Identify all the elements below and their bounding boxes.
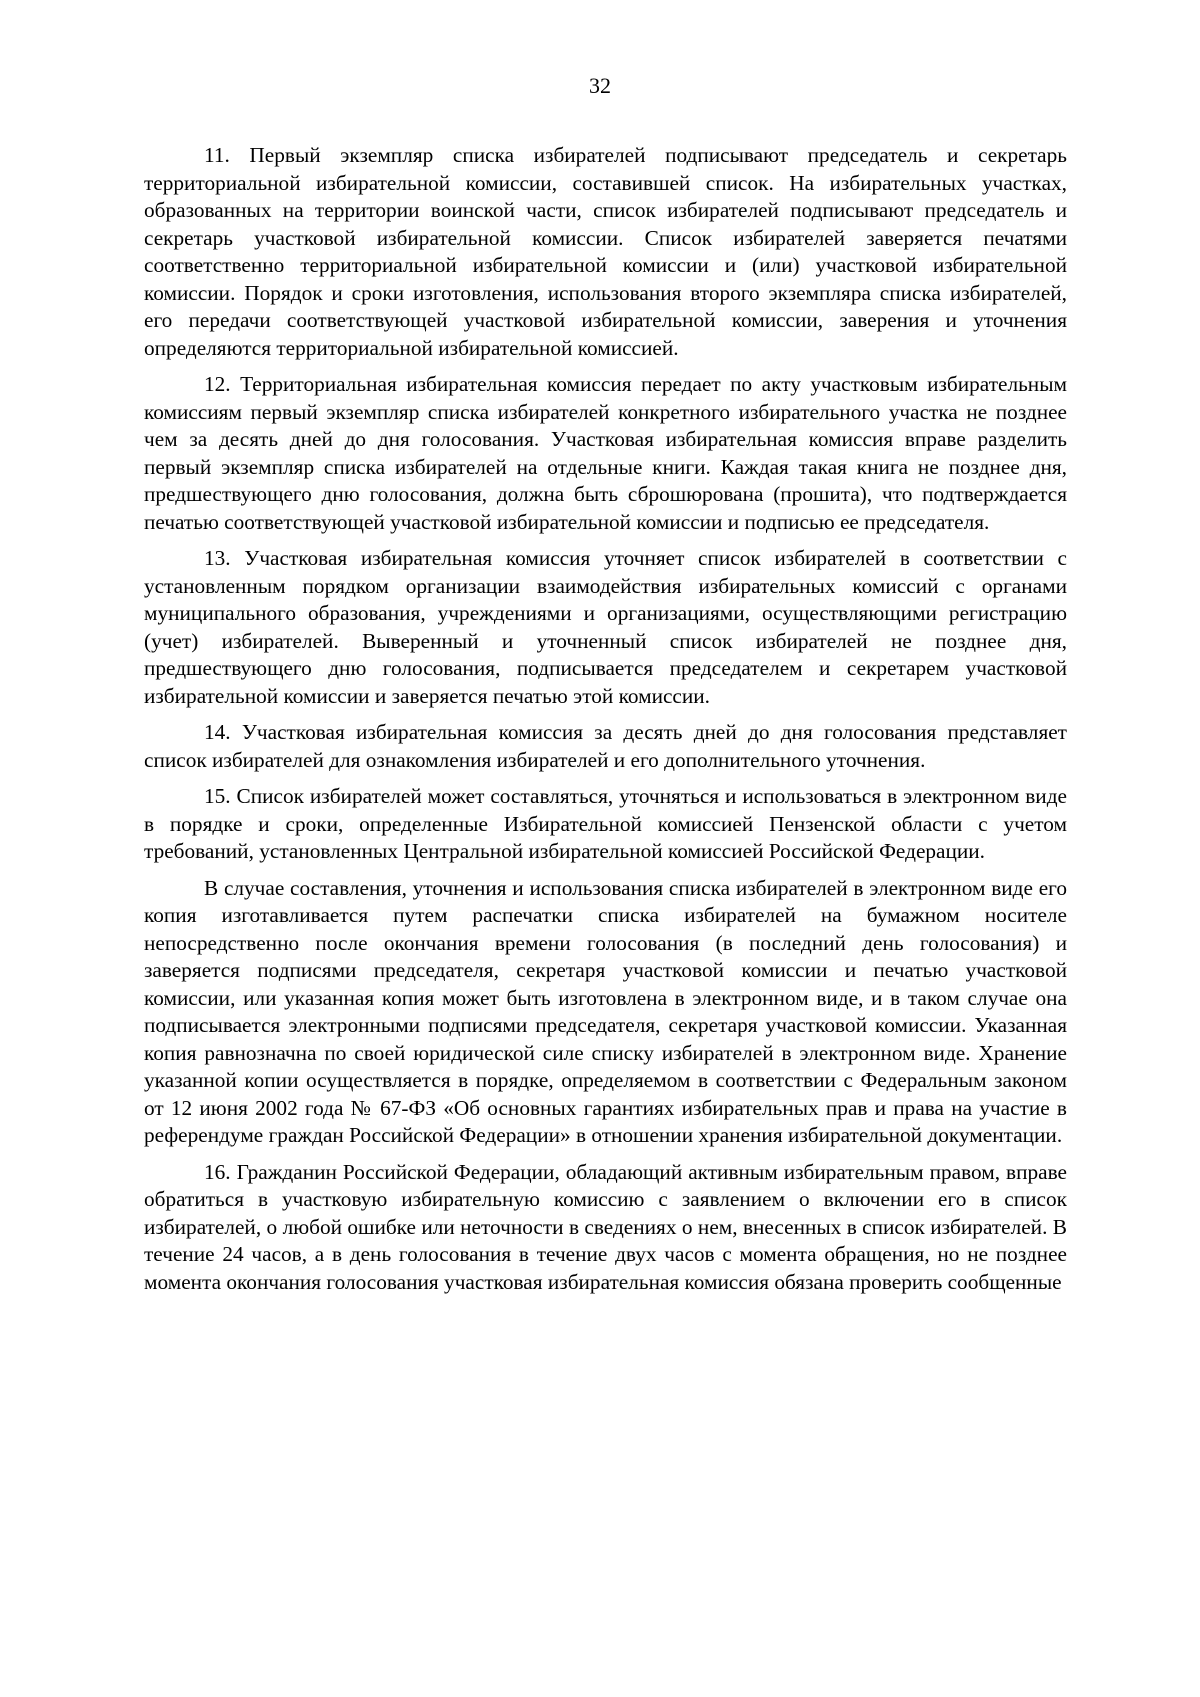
document-body [144, 142, 1067, 1305]
paragraph-15-continued: В случае составления, уточнения и использования списка избирателей в электронном виде его копия изготавливается путем распечатки списка избирателей на бумажном носителе непосредственно после окончания времени голосования (в последний день голосования) и заверяется подписями председателя, секретаря участковой комиссии и печатью участковой комиссии, или указанная копия может быть изготовлена в электронном виде, и в таком случае она подписывается электронными подписями председателя, секретаря участковой комиссии. Указанная копия равнозначна по своей юридической силе списку избирателей в электронном виде. Хранение указанной копии осуществляется в порядке, определяемом в соответствии с Федеральным законом от 12 июня 2002 года № 67-ФЗ «Об основных гарантиях избирательных прав и права на участие в референдуме граждан Российской Федерации» в отношении хранения избирательной документации. [144, 875, 1067, 1147]
paragraph-13: 13. Участковая избирательная комиссия уточняет список избирателей в соответствии с установленным порядком организации взаимодействия избирательных комиссий с органами муниципального образования, учреждениями и организациями, осуществляющими регистрацию (учет) избирателей. Выверенный и уточненный список избирателей не позднее дня, предшествующего дню голосования, подписывается председателем и секретарем участковой избирательной комиссии и заверяется печатью этой комиссии. [144, 546, 1067, 708]
paragraph-16: 16. Гражданин Российской Федерации, обладающий активным избирательным правом, вправе обратиться в участковую избирательную комиссию с заявлением о включении его в список избирателей, о любой ошибке или неточности в сведениях о нем, внесенных в список избирателей. В течение 24 часов, а в день голосования в течение двух часов с момента обращения, но не позднее момента окончания голосования участковая избирательная комиссия обязана проверить сообщенные [144, 1159, 1067, 1294]
paragraph-14: 14. Участковая избирательная комиссия за десять дней до дня голосования представляет список избирателей для ознакомления избирателей и его дополнительного уточнения. [144, 720, 1067, 772]
paragraph-11: 11. Первый экземпляр списка избирателей подписывают председатель и секретарь территориальной избирательной комиссии, составившей список. На избирательных участках, образованных на территории воинской части, список избирателей подписывают председатель и секретарь участковой избирательной комиссии. Список избирателей заверяется печатями соответственно территориальной избирательной комиссии и (или) участковой избирательной комиссии. Порядок и сроки изготовления, использования второго экземпляра списка избирателей, его передачи соответствующей участковой избирательной комиссии, заверения и уточнения определяются территориальной избирательной комиссией. [144, 143, 1067, 360]
paragraph-12: 12. Территориальная избирательная комиссия передает по акту участковым избирательным комиссиям первый экземпляр списка избирателей конкретного избирательного участка не позднее чем за десять дней до дня голосования. Участковая избирательная комиссия вправе разделить первый экземпляр списка избирателей на отдельные книги. Каждая такая книга не позднее дня, предшествующего дню голосования, должна быть сброшюрована (прошита), что подтверждается печатью соответствующей участковой избирательной комиссии и подписью ее председателя. [144, 372, 1067, 534]
paragraph-15: 15. Список избирателей может составляться, уточняться и использоваться в электронном виде в порядке и сроки, определенные Избирательной комиссией Пензенской области с учетом требований, установленных Центральной избирательной комиссией Российской Федерации. [144, 784, 1067, 863]
page-number: 32 [589, 73, 611, 98]
